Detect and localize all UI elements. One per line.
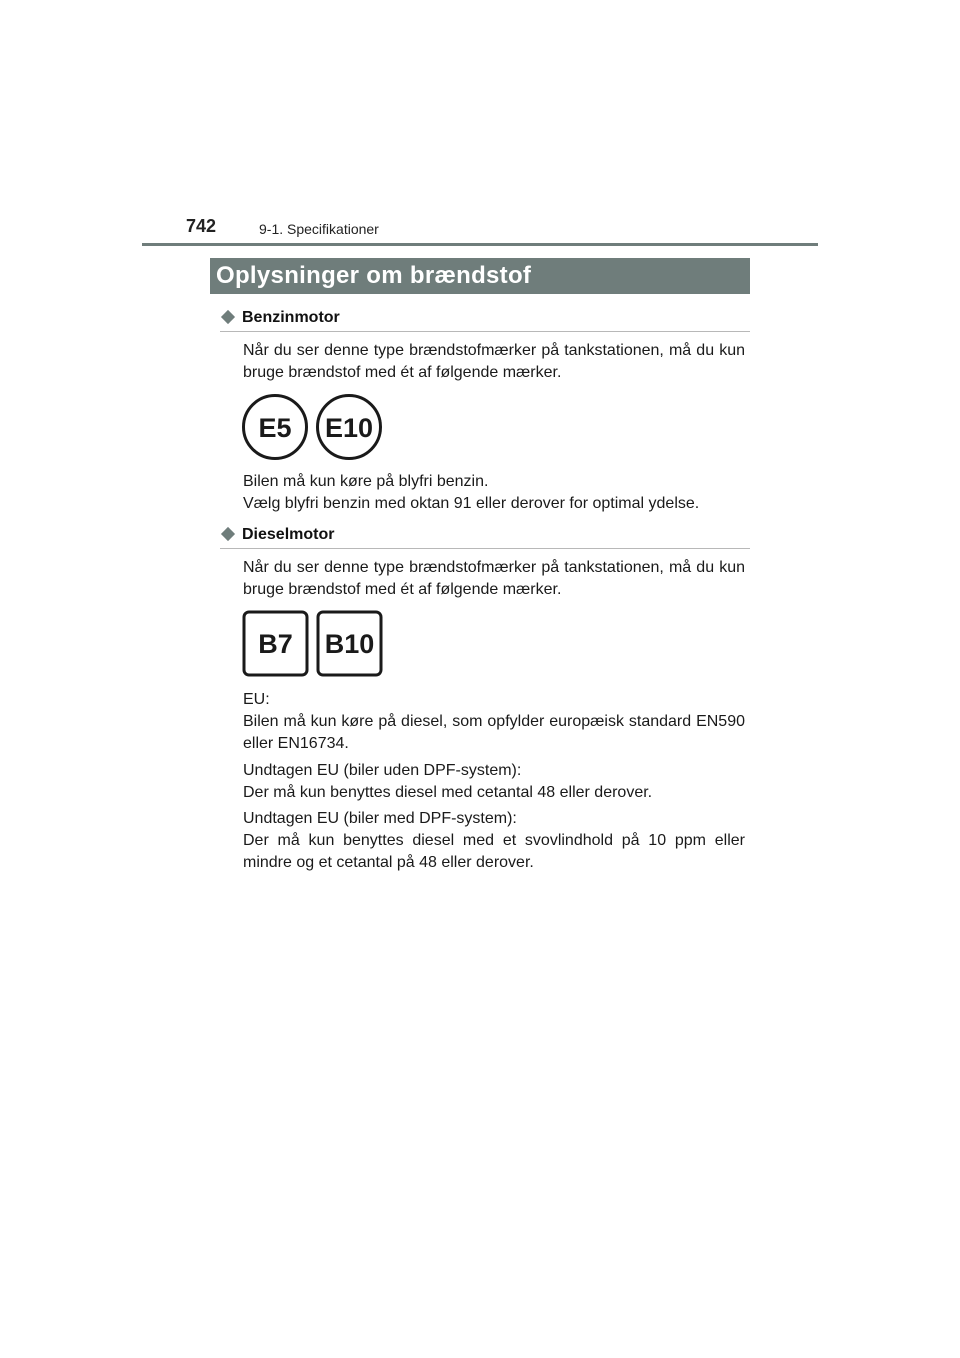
petrol-note-octane: Vælg blyfri benzin med oktan 91 eller derover for optimal ydelse. — [243, 495, 700, 512]
page-title-bar — [210, 258, 750, 294]
petrol-heading — [220, 309, 750, 332]
diesel-non-eu-dpf-text: Der må kun benyttes diesel med et svovlindhold på 10 ppm eller mindre og et cetantal på 48 eller derover. — [243, 832, 745, 871]
diamond-bullet-icon — [221, 310, 235, 324]
diesel-fuel-labels — [240, 609, 390, 679]
petrol-intro: Når du ser denne type brændstofmærker på tankstationen, må du kun bruge brændstof med ét af følgende mærker. — [243, 342, 745, 381]
diesel-eu-heading: EU: — [243, 691, 270, 708]
fuel-label-b10-icon — [318, 612, 381, 675]
diesel-non-eu-no-dpf-heading: Undtagen EU (biler uden DPF-system): — [243, 762, 522, 779]
diamond-bullet-icon — [221, 527, 235, 541]
petrol-fuel-labels — [240, 392, 390, 462]
fuel-label-e10-icon — [318, 396, 381, 459]
diesel-heading — [220, 526, 750, 549]
diesel-heading-label: Dieselmotor — [242, 526, 335, 543]
page-number: 742 — [186, 216, 217, 236]
diesel-non-eu-no-dpf-text: Der må kun benyttes diesel med cetantal 48 eller derover. — [243, 784, 653, 801]
fuel-label-b10-text: B10 — [324, 629, 375, 659]
diesel-eu-text: Bilen må kun køre på diesel, som opfylder europæisk standard EN590 eller EN16734. — [243, 713, 745, 752]
page-title: Oplysninger om brændstof — [216, 262, 532, 289]
section-label: 9-1. Specifikationer — [259, 221, 379, 237]
fuel-label-b7-text: B7 — [258, 629, 293, 659]
fuel-label-e5-icon — [244, 396, 307, 459]
fuel-label-e10-text: E10 — [324, 413, 374, 443]
header-rule — [142, 243, 818, 246]
diesel-intro: Når du ser denne type brændstofmærker på tankstationen, må du kun bruge brændstof med ét af følgende mærker. — [243, 559, 745, 598]
petrol-heading-label: Benzinmotor — [242, 309, 340, 326]
fuel-label-b7-icon — [244, 612, 307, 675]
fuel-label-e5-text: E5 — [258, 413, 292, 443]
petrol-note-unleaded: Bilen må kun køre på blyfri benzin. — [243, 473, 489, 490]
diesel-non-eu-dpf-heading: Undtagen EU (biler med DPF-system): — [243, 810, 517, 827]
